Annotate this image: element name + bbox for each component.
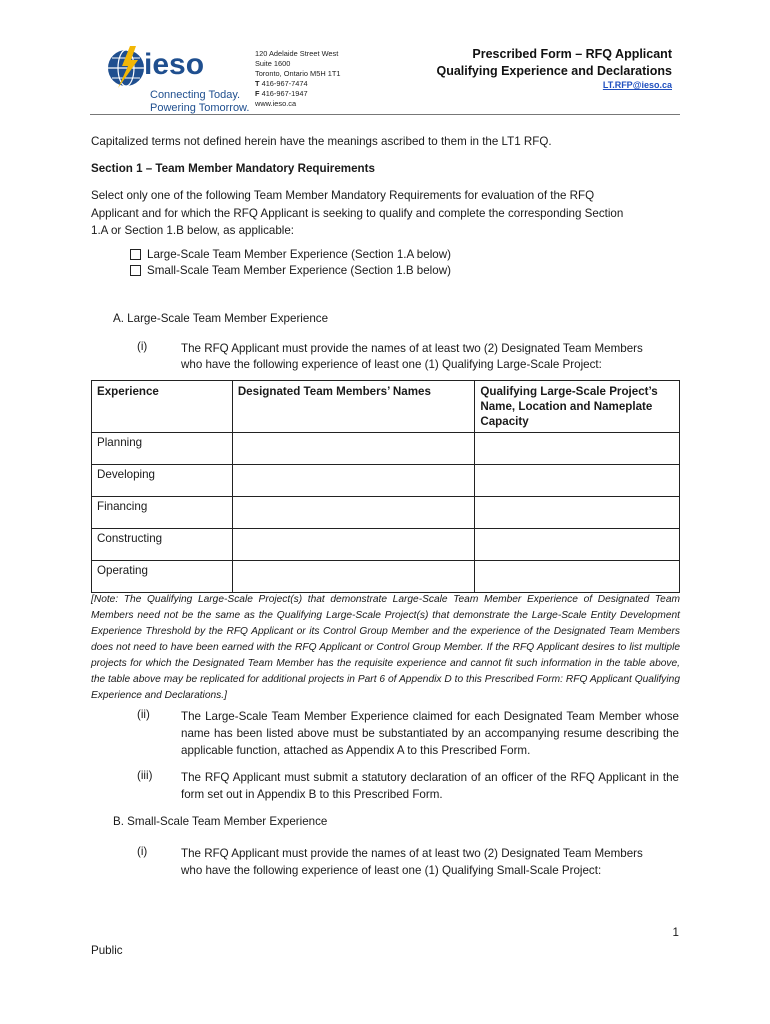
table-header-experience: Experience <box>92 381 233 433</box>
globe-logo-icon <box>104 44 148 100</box>
table-note: [Note: The Qualifying Large-Scale Project(s) that demonstrate Large-Scale Team Member Experience of Designated Team Members need not be the same as the Qualifying Large-Scale Project(s) that demonstrate the Large-Scale Entity Development Experience Threshold by the RFQ Applicant or its Control Group Member and the experience of the Designated Team Members does not need to have been earned with the RFQ Applicant or Control Group Member. If the RFQ Applicant desires to list multiple projects for which the Designated Team Member has the requisite experience and cannot fit such information in the table above, the table above may be replicated for additional projects in Part 6 of Appendix D to this Prescribed Form: RFQ Applicant Qualifying Experience and Declarations.] <box>91 594 680 701</box>
page-number: 1 <box>672 926 679 939</box>
row-label-constructing: Constructing <box>92 529 233 561</box>
section-1-instruction-line-2: Applicant and for which the RFQ Applicant is seeking to qualify and complete the corresponding Section <box>91 207 624 220</box>
part-b-item-i-line-1: The RFQ Applicant must provide the names of at least two (2) Designated Team Members <box>181 847 643 860</box>
row-label-financing: Financing <box>92 497 233 529</box>
address-line-3: Toronto, Ontario M5H 1T1 <box>255 68 341 78</box>
part-b-item-i-line-2: who have the following experience of least one (1) Qualifying Small-Scale Project: <box>181 864 602 877</box>
contact-email-link[interactable]: LT.RFP@ieso.ca <box>602 80 672 90</box>
table-row <box>92 497 680 529</box>
option-small-scale[interactable] <box>130 264 451 277</box>
cell-names-constructing[interactable] <box>232 529 475 561</box>
cell-project-constructing[interactable] <box>475 529 680 561</box>
part-a-item-ii-text: The Large-Scale Team Member Experience claimed for each Designated Team Member whose name has been listed above must be substantiated by an accompanying resume describing the applicable function, attached as Appendix A to this Prescribed Form. <box>181 710 679 757</box>
address-line-2: Suite 1600 <box>255 58 291 68</box>
intro-text: Capitalized terms not defined herein have the meanings ascribed to them in the LT1 RFQ. <box>91 135 552 148</box>
address-line-1: 120 Adelaide Street West <box>255 49 339 58</box>
table-header-row <box>92 381 680 433</box>
logo-tagline-1: Connecting Today. <box>150 89 241 101</box>
logo-wordmark: ieso <box>144 48 205 81</box>
form-title-line-2: Qualifying Experience and Declarations <box>436 64 672 78</box>
part-a-item-i-label: (i) <box>137 340 148 353</box>
section-1-instruction-line-3: 1.A or Section 1.B below, as applicable: <box>91 224 295 237</box>
row-label-operating: Operating <box>92 561 233 593</box>
option-large-scale-label: Large-Scale Team Member Experience (Section 1.A below) <box>147 248 451 261</box>
cell-project-operating[interactable] <box>475 561 680 593</box>
cell-project-financing[interactable] <box>475 497 680 529</box>
part-a-item-iii-text: The RFQ Applicant must submit a statutory declaration of an officer of the RFQ Applicant in the form set out in Appendix B to this Prescribed Form. <box>181 771 679 801</box>
part-a-item-ii-label: (ii) <box>137 708 150 721</box>
checkbox-large-scale[interactable] <box>130 249 141 260</box>
part-b-heading: B. Small-Scale Team Member Experience <box>113 815 328 828</box>
cell-names-operating[interactable] <box>232 561 475 593</box>
address-block <box>255 49 340 108</box>
cell-project-planning[interactable] <box>475 433 680 465</box>
section-1-heading: Section 1 – Team Member Mandatory Requirements <box>91 162 375 175</box>
part-a-item-iii-label: (iii) <box>137 769 153 782</box>
address-fax: F 416-967-1947 <box>255 88 308 98</box>
form-title-line-1: Prescribed Form – RFQ Applicant <box>472 47 672 61</box>
row-label-developing: Developing <box>92 465 233 497</box>
experience-table <box>91 380 680 593</box>
table-row <box>92 465 680 497</box>
logo-tagline-2: Powering Tomorrow. <box>150 102 250 114</box>
table-row <box>92 561 680 593</box>
ieso-logo <box>104 44 250 116</box>
cell-names-planning[interactable] <box>232 433 475 465</box>
cell-names-developing[interactable] <box>232 465 475 497</box>
part-a-item-i-line-1: The RFQ Applicant must provide the names of at least two (2) Designated Team Members <box>181 342 643 355</box>
part-a-heading: A. Large-Scale Team Member Experience <box>113 312 329 325</box>
table-header-team-members: Designated Team Members’ Names <box>232 381 475 433</box>
cell-names-financing[interactable] <box>232 497 475 529</box>
part-b-item-i-label: (i) <box>137 845 148 858</box>
table-row <box>92 529 680 561</box>
section-1-instruction-line-1: Select only one of the following Team Member Mandatory Requirements for evaluation of the RFQ <box>91 189 595 202</box>
cell-project-developing[interactable] <box>475 465 680 497</box>
form-title <box>437 46 673 80</box>
option-large-scale[interactable] <box>130 248 451 261</box>
header-divider <box>90 114 680 115</box>
checkbox-small-scale[interactable] <box>130 265 141 276</box>
address-phone: T 416-967-7474 <box>255 78 308 88</box>
row-label-planning: Planning <box>92 433 233 465</box>
address-web[interactable]: www.ieso.ca <box>255 98 297 108</box>
option-small-scale-label: Small-Scale Team Member Experience (Section 1.B below) <box>147 264 451 277</box>
footer-classification: Public <box>91 944 123 957</box>
part-a-item-i-line-2: who have the following experience of least one (1) Qualifying Large-Scale Project: <box>181 358 602 371</box>
table-header-project: Qualifying Large-Scale Project’s Name, Location and Nameplate Capacity <box>475 381 680 433</box>
table-row <box>92 433 680 465</box>
